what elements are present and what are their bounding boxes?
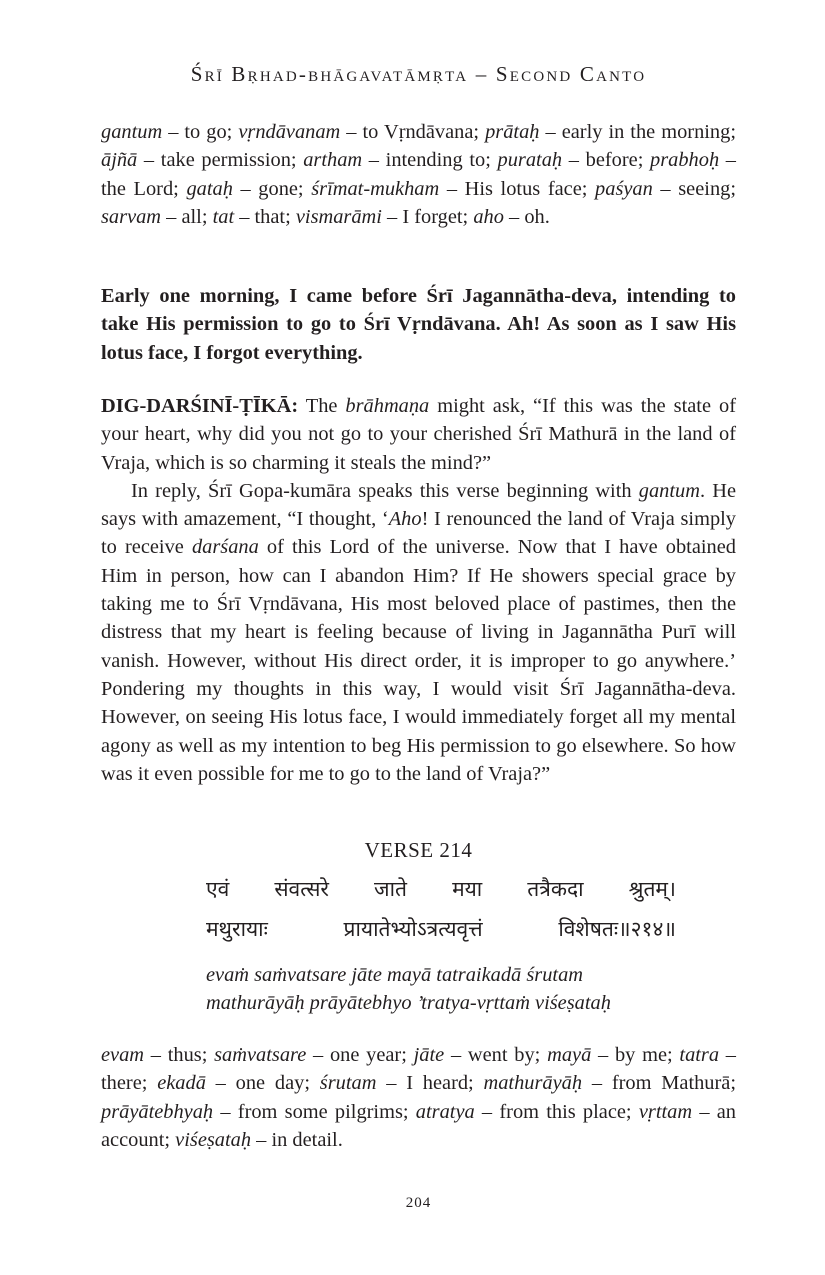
italic-term: gantum bbox=[638, 479, 700, 502]
italic-term: purataḥ bbox=[497, 149, 563, 172]
italic-term: artham bbox=[303, 149, 363, 172]
bold-run: DIG-DARŚINĪ-ṬĪKĀ: bbox=[101, 395, 299, 417]
italic-term: gataḥ bbox=[186, 177, 233, 200]
devanagari-word: श्रुतम्। bbox=[628, 877, 676, 901]
italic-term: prabhoḥ bbox=[650, 149, 720, 172]
italic-term: sarvam bbox=[101, 205, 162, 228]
devanagari-word: एवं bbox=[206, 877, 230, 901]
italic-term: aho bbox=[473, 205, 504, 228]
italic-term: prāyātebhyaḥ bbox=[101, 1100, 214, 1123]
italic-term: evam bbox=[101, 1044, 145, 1066]
transliteration-line-1: evaṁ saṁvatsare jāte mayā tatraikadā śrutam bbox=[206, 964, 583, 986]
running-head: Śrī Bṛhad-bhāgavatāmṛta – Second Canto bbox=[190, 62, 647, 86]
italic-term: vismarāmi bbox=[295, 205, 382, 228]
devanagari-word: संवत्सरे bbox=[274, 877, 329, 901]
italic-term: saṁvatsare bbox=[214, 1044, 307, 1066]
italic-term: vṛndāvanam bbox=[238, 121, 341, 143]
italic-term: atratya bbox=[415, 1100, 475, 1123]
devanagari-line-1 bbox=[206, 875, 676, 903]
page-number: 204 bbox=[405, 1195, 432, 1211]
word-meanings-paragraph: gantum – to go; vṛndāvanam – to Vṛndāvana; prātaḥ – early in the morning; ājñā – take permission; artham – intending to; purataḥ – before; prabhoḥ – the Lord; gataḥ – gone; śrīmat-mukham – His lotus face; paśyan – seeing; sarvam – all; tat – that; vismarāmi – I forget; aho – oh. bbox=[101, 121, 736, 228]
italic-term: darśana bbox=[191, 536, 259, 559]
verse-translation: Early one morning, I came before Śrī Jagannātha-deva, intending to take His permission to go to Śrī Vṛndāvana. Ah! As soon as I saw His lotus face, I forgot everything. bbox=[101, 285, 736, 364]
italic-term: tat bbox=[212, 205, 235, 228]
italic-term: brāhmaṇa bbox=[345, 395, 430, 417]
italic-term: gantum bbox=[101, 121, 163, 143]
italic-term: prātaḥ bbox=[485, 121, 540, 143]
translation-block bbox=[101, 282, 736, 367]
italic-term: mayā bbox=[547, 1044, 592, 1066]
commentary-block bbox=[101, 392, 736, 788]
italic-term: paśyan bbox=[595, 177, 653, 200]
transliteration-line-2: mathurāyāḥ prāyātebhyo ’tratya-vṛttaṁ viśeṣataḥ bbox=[206, 992, 611, 1014]
devanagari-word: प्रायातेभ्योऽत्रत्यवृत्तं bbox=[343, 917, 483, 941]
devanagari-word: तत्रैकदा bbox=[527, 877, 584, 901]
italic-term: Aho bbox=[388, 508, 422, 531]
devanagari-word: विशेषतः॥२१४॥ bbox=[558, 917, 676, 941]
devanagari-word: मथुरायाः bbox=[206, 917, 268, 941]
devanagari-word: मया bbox=[452, 877, 483, 901]
verse-word-meanings-paragraph: evam – thus; saṁvatsare – one year; jāte – went by; mayā – by me; tatra – there; ekadā – one day; śrutam – I heard; mathurāyāḥ – from Mathurā; prāyātebhyaḥ – from some pilgrims; atratya – from this place; vṛttam – an account; viśeṣataḥ – in detail. bbox=[101, 1044, 737, 1151]
verse-word-meanings-block bbox=[101, 1041, 736, 1154]
word-meanings-block bbox=[101, 118, 736, 231]
italic-term: ekadā bbox=[157, 1072, 206, 1095]
verse-title: VERSE 214 bbox=[364, 838, 473, 862]
commentary-paragraph-2: In reply, Śrī Gopa-kumāra speaks this verse beginning with gantum. He says with amazement, “I thought, ‘Aho! I renounced the land of Vraja simply to receive darśana of this Lord of the universe. Now that I have obtained Him in person, how can I abandon Him? If He showers special grace by taking me to Śrī Vṛndāvana, His most beloved place of pastimes, then the distress that my heart is feeling because of living in Jagannātha Purī will vanish. However, without His direct order, it is improper to go anywhere.’ Pondering my thoughts in this way, I would visit Śrī Jagannātha-deva. However, on seeing His lotus face, I would immediately forget all my mental agony as well as my intention to beg His permission to go elsewhere. So how was it even possible for me to go to the land of Vraja?” bbox=[101, 479, 737, 785]
devanagari-word: जाते bbox=[374, 877, 408, 901]
italic-term: tatra bbox=[679, 1044, 720, 1066]
italic-term: ājñā bbox=[101, 149, 138, 172]
italic-term: viśeṣataḥ bbox=[175, 1128, 252, 1151]
commentary-paragraph-1: DIG-DARŚINĪ-ṬĪKĀ: The brāhmaṇa might ask, “If this was the state of your heart, why did you not go to your cherished Śrī Mathurā in the land of Vraja, which is so charming it steals the mind?” bbox=[101, 395, 736, 474]
italic-term: śrīmat-mukham bbox=[311, 177, 440, 200]
italic-term: mathurāyāḥ bbox=[483, 1072, 583, 1095]
devanagari-line-2 bbox=[206, 915, 676, 943]
italic-term: vṛttam bbox=[638, 1100, 693, 1123]
italic-term: jāte bbox=[413, 1044, 445, 1066]
italic-term: śrutam bbox=[319, 1072, 377, 1095]
